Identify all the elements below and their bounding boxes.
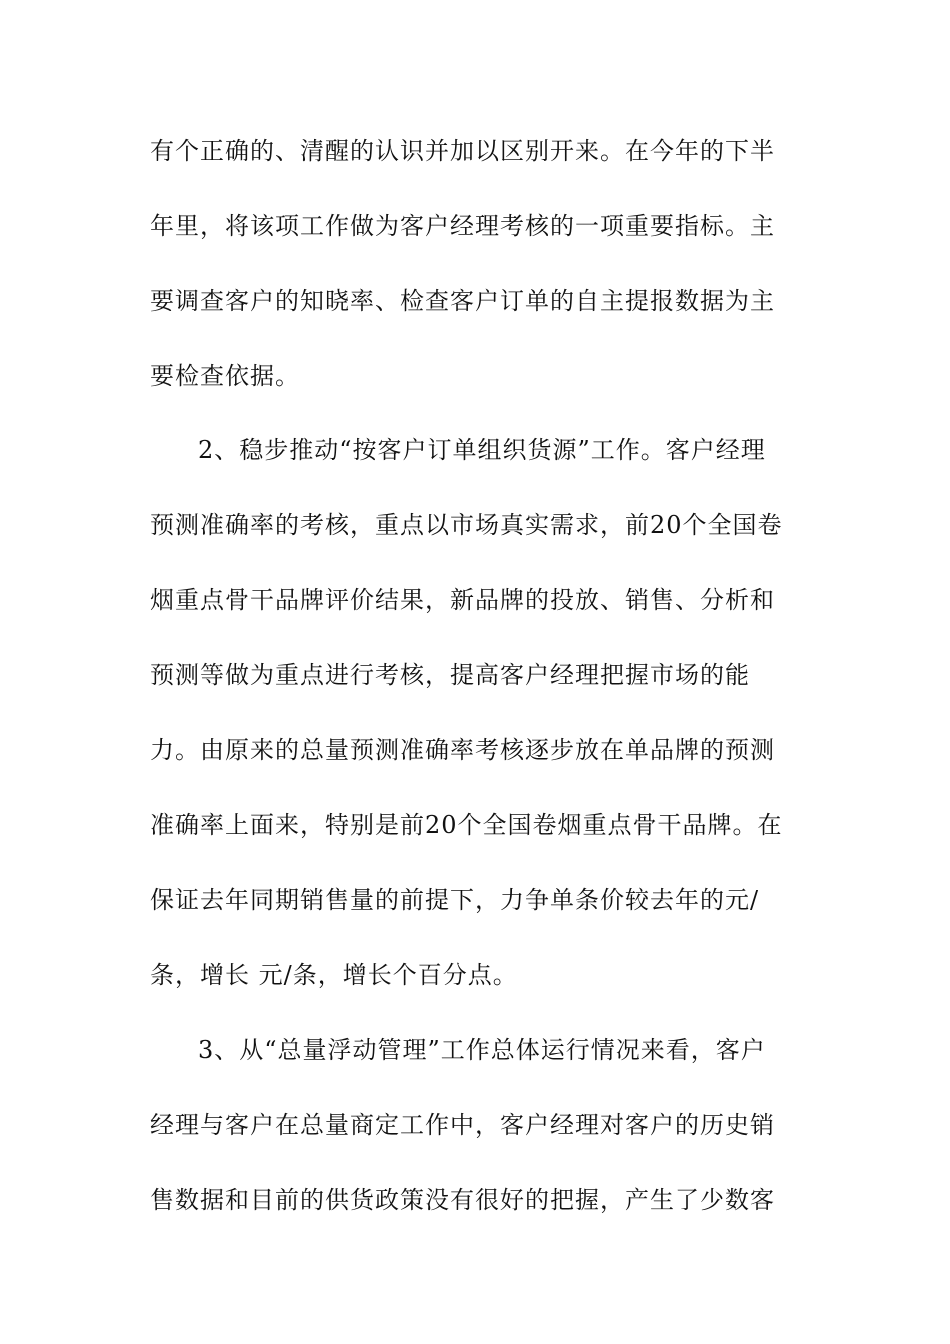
paragraph-2-line-3: 烟重点骨干品牌评价结果，新品牌的投放、销售、分析和: [150, 586, 775, 614]
paragraph-2-line-7: 保证去年同期销售量的前提下，力争单条价较去年的元/: [150, 886, 760, 914]
paragraph-3-line-1: 3、从“总量浮动管理”工作总体运行情况来看，客户: [198, 1036, 766, 1064]
paragraph-2-line-2: 预测准确率的考核，重点以市场真实需求，前20个全国卷: [150, 511, 783, 539]
paragraph-2-line-1: 2、稳步推动“按客户订单组织货源”工作。客户经理: [198, 436, 766, 464]
paragraph-2-line-5: 力。由原来的总量预测准确率考核逐步放在单品牌的预测: [150, 736, 775, 764]
paragraph-2-line-8: 条，增长 元/条，增长个百分点。: [150, 961, 518, 989]
paragraph-1-line-2: 年里，将该项工作做为客户经理考核的一项重要指标。主: [150, 212, 775, 240]
paragraph-2-line-4: 预测等做为重点进行考核，提高客户经理把握市场的能: [150, 661, 750, 689]
paragraph-3-line-3: 售数据和目前的供货政策没有很好的把握，产生了少数客: [150, 1186, 775, 1214]
paragraph-1-line-3: 要调查客户的知晓率、检查客户订单的自主提报数据为主: [150, 287, 775, 315]
paragraph-1-line-4: 要检查依据。: [150, 362, 300, 390]
paragraph-3-line-2: 经理与客户在总量商定工作中，客户经理对客户的历史销: [150, 1111, 775, 1139]
paragraph-1-line-1: 有个正确的、清醒的认识并加以区别开来。在今年的下半: [150, 137, 775, 165]
paragraph-2-line-6: 准确率上面来，特别是前20个全国卷烟重点骨干品牌。在: [150, 811, 783, 839]
